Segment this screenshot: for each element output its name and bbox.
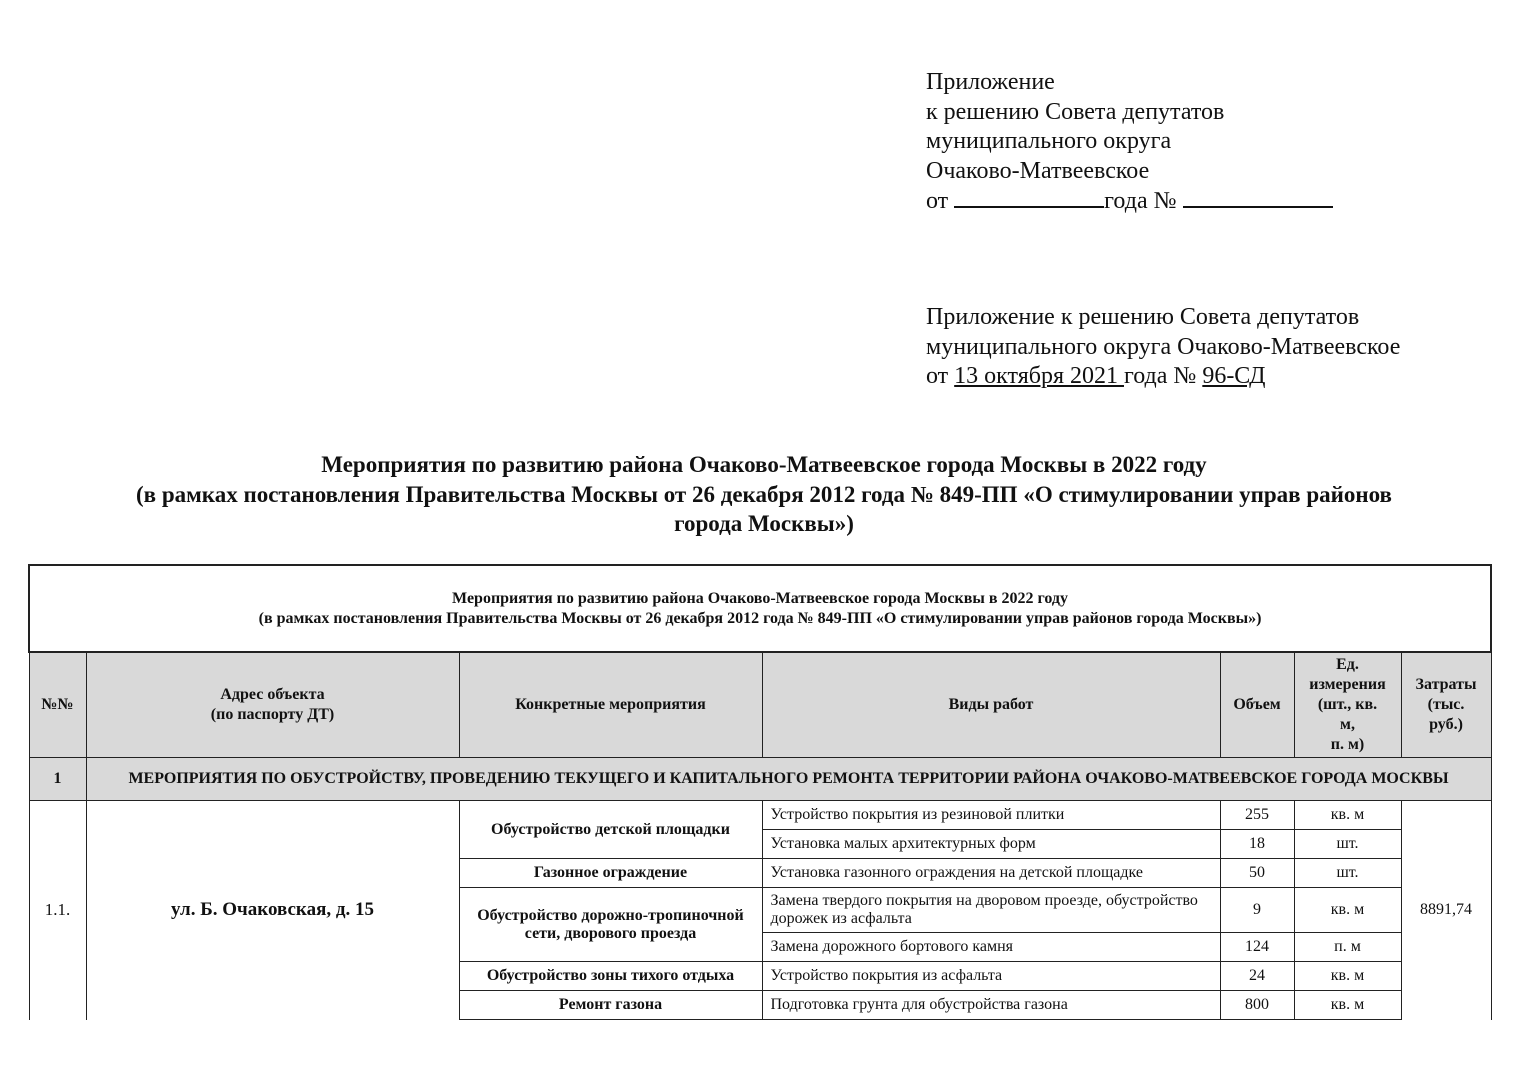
annex-line: к решению Совета депутатов (926, 98, 1225, 125)
activity-cell: Обустройство детской площадки (459, 801, 762, 859)
annex-date-mid: года № (1123, 363, 1197, 389)
annex-date-mid: года № (1104, 188, 1177, 214)
annex-date-prefix: от (926, 363, 949, 389)
table-caption-line: Мероприятия по развитию района Очаково-Матвеевское города Москвы в 2022 году (452, 589, 1068, 607)
unit-cell: кв. м (1294, 991, 1401, 1020)
col-header-text: (по паспорту ДТ) (210, 706, 335, 723)
unit-cell: п. м (1294, 933, 1401, 962)
annex-header-filled (926, 303, 1400, 392)
volume-cell: 124 (1220, 933, 1294, 962)
volume-cell: 9 (1220, 888, 1294, 933)
annex-header-blank (926, 68, 1333, 217)
item-cost: 8891,74 (1401, 801, 1491, 1020)
work-cell: Установка газонного ограждения на детской площадке (762, 859, 1220, 888)
col-header-text: (шт., кв. (1317, 696, 1378, 713)
annex-date-line (926, 362, 1400, 392)
col-header-num: №№ (29, 652, 86, 758)
work-cell: Замена твердого покрытия на дворовом проезде, обустройство дорожек из асфальта (762, 888, 1220, 933)
document-title (40, 450, 1488, 539)
work-cell: Замена дорожного бортового камня (762, 933, 1220, 962)
col-header-unit (1294, 652, 1401, 758)
annex-number-value: 96-СД (1202, 363, 1266, 389)
col-header-text: м, (1340, 716, 1355, 733)
col-header-text: Затраты (1415, 676, 1477, 693)
annex-date-prefix: от (926, 188, 949, 214)
title-line: города Москвы») (674, 511, 854, 536)
unit-cell: шт. (1294, 859, 1401, 888)
volume-cell: 800 (1220, 991, 1294, 1020)
col-header-text: Ед. (1336, 656, 1359, 673)
unit-cell: кв. м (1294, 801, 1401, 830)
item-num: 1.1. (29, 801, 86, 1020)
table-header-row (29, 652, 1491, 758)
col-header-works: Виды работ (762, 652, 1220, 758)
activity-cell: Обустройство дорожно-тропиночной сети, дворового проезда (459, 888, 762, 962)
col-header-text: измерения (1309, 676, 1386, 693)
table-caption-line: (в рамках постановления Правительства Москвы от 26 декабря 2012 года № 849-ПП «О стимулировании управ районов города Москвы») (258, 609, 1262, 627)
annex-date-line (926, 186, 1333, 217)
table-row (29, 801, 1491, 830)
col-header-cost (1401, 652, 1491, 758)
title-line: Мероприятия по развитию района Очаково-Матвеевское города Москвы в 2022 году (321, 452, 1207, 477)
section-row (29, 758, 1491, 801)
col-header-text: руб.) (1429, 716, 1463, 733)
col-header-activities: Конкретные мероприятия (459, 652, 762, 758)
volume-cell: 18 (1220, 830, 1294, 859)
annex-line: Приложение (926, 69, 1055, 95)
unit-cell: шт. (1294, 830, 1401, 859)
item-address: ул. Б. Очаковская, д. 15 (86, 801, 459, 1020)
unit-cell: кв. м (1294, 962, 1401, 991)
col-header-text: п. м) (1330, 736, 1365, 753)
work-cell: Подготовка грунта для обустройства газона (762, 991, 1220, 1020)
col-header-volume: Объем (1220, 652, 1294, 758)
work-cell: Установка малых архитектурных форм (762, 830, 1220, 859)
activity-cell: Обустройство зоны тихого отдыха (459, 962, 762, 991)
annex-line: муниципального округа Очаково-Матвеевское (926, 333, 1401, 360)
date-blank (954, 186, 1104, 208)
activities-table (28, 564, 1492, 1020)
activity-cell: Ремонт газона (459, 991, 762, 1020)
annex-line: муниципального округа (926, 128, 1172, 154)
title-line: (в рамках постановления Правительства Москвы от 26 декабря 2012 года № 849-ПП «О стимулировании управ районов (136, 481, 1392, 507)
annex-line: Приложение к решению Совета депутатов (926, 304, 1360, 330)
unit-cell: кв. м (1294, 888, 1401, 933)
work-cell: Устройство покрытия из резиновой плитки (762, 801, 1220, 830)
table-caption (29, 565, 1491, 652)
number-blank (1183, 186, 1333, 208)
col-header-text: (тыс. (1427, 696, 1465, 713)
col-header-text: Адрес объекта (220, 686, 325, 703)
annex-line: Очаково-Матвеевское (926, 157, 1150, 184)
work-cell: Устройство покрытия из асфальта (762, 962, 1220, 991)
col-header-address (86, 652, 459, 758)
volume-cell: 255 (1220, 801, 1294, 830)
activity-cell: Газонное ограждение (459, 859, 762, 888)
section-title: МЕРОПРИЯТИЯ ПО ОБУСТРОЙСТВУ, ПРОВЕДЕНИЮ ТЕКУЩЕГО И КАПИТАЛЬНОГО РЕМОНТА ТЕРРИТОРИИ РАЙОНА ОЧАКОВО-МАТВЕЕВСКОЕ ГОРОДА МОСКВЫ (86, 758, 1491, 801)
volume-cell: 50 (1220, 859, 1294, 888)
volume-cell: 24 (1220, 962, 1294, 991)
section-num: 1 (29, 758, 86, 801)
annex-date-value: 13 октября 2021 (954, 363, 1124, 389)
